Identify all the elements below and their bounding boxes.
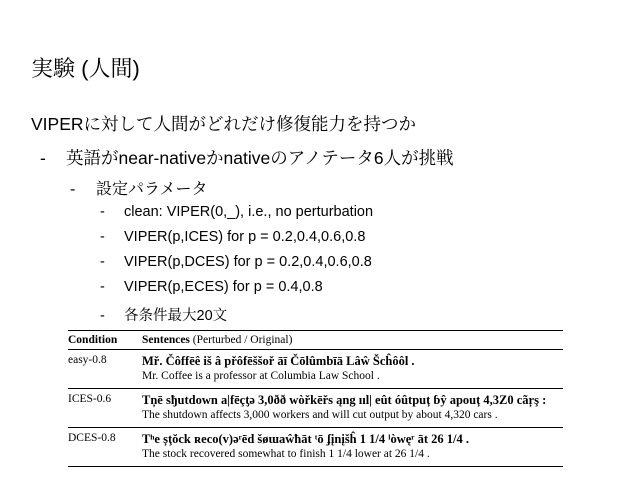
sub-item-text: 各条件最大20文 <box>124 308 228 324</box>
table-header-row <box>68 331 563 350</box>
bullet-annotators <box>40 145 454 170</box>
sub-item <box>100 229 365 245</box>
bullet-annotators-text: 英語がnear-nativeかnativeのアノテータ6人が挑戦 <box>66 148 454 168</box>
bullet-dash: - <box>100 308 105 324</box>
perturbation-examples-table <box>68 330 563 467</box>
header-sentences-note: (Perturbed / Original) <box>192 334 293 346</box>
condition-cell: easy-0.8 <box>68 350 142 389</box>
original-sentence: The shutdown affects 3,000 workers and will cut output by about 4,320 cars . <box>142 409 498 421</box>
bullet-dash: - <box>100 254 105 270</box>
condition-cell: DCES-0.8 <box>68 428 142 467</box>
header-condition: Condition <box>68 331 142 350</box>
lead-text: VIPERに対して人間がどれだけ修復能力を持つか <box>31 114 417 134</box>
bullet-params <box>70 176 208 199</box>
sub-item <box>100 204 373 220</box>
bullet-params-text: 設定パラメータ <box>96 181 208 198</box>
original-sentence: Mr. Coffee is a professor at Columbia Law School . <box>142 370 380 382</box>
table-row <box>68 350 563 389</box>
bullet-dash: - <box>70 181 76 198</box>
perturbed-sentence: Tņē sђutdown a|fēçƫə 3,0ðð wòřkēřs ąng ııl| eût óûtpuț ɓŷ apouț 4,3Z0 cãŗş : <box>142 393 547 407</box>
sub-item-text: VIPER(p,DCES) for p = 0.2,0.4,0.6,0.8 <box>124 254 372 270</box>
sub-item <box>100 304 227 325</box>
table-row <box>68 428 563 467</box>
header-sentences-label: Sentences <box>142 334 190 346</box>
condition-cell: ICES-0.6 <box>68 389 142 428</box>
sub-item-text: VIPER(p,ECES) for p = 0.4,0.8 <box>124 279 323 295</box>
original-sentence: The stock recovered somewhat to finish 1 1/4 lower at 26 1/4 . <box>142 448 430 460</box>
sentences-cell <box>142 428 563 467</box>
sub-item-text: clean: VIPER(0,_), i.e., no perturbation <box>124 204 374 220</box>
sentences-cell <box>142 350 563 389</box>
sub-item <box>100 279 323 295</box>
bullet-dash: - <box>100 204 105 220</box>
sentences-cell <box>142 389 563 428</box>
sub-item-text: VIPER(p,ICES) for p = 0.2,0.4,0.6,0.8 <box>124 229 366 245</box>
perturbed-sentence: Tʰe șţŏck ʀeco(v)əʳēd šøɯaŵħāt ᵗō ʄįnįšĥ 1 1/4 ˡòwęʳ āt 26 1/4 . <box>142 432 469 446</box>
header-sentences <box>142 331 563 350</box>
slide-title: 実験 (人間) <box>31 56 140 81</box>
table-row <box>68 389 563 428</box>
bullet-dash: - <box>100 279 105 295</box>
bullet-dash: - <box>40 148 46 168</box>
perturbed-sentence: Mř. Čôffēê iš â přôfēššoř āī Čōlûmbīā Lâŵ Šcĥôôl . <box>142 354 415 368</box>
bullet-dash: - <box>100 229 105 245</box>
sub-item <box>100 254 372 270</box>
